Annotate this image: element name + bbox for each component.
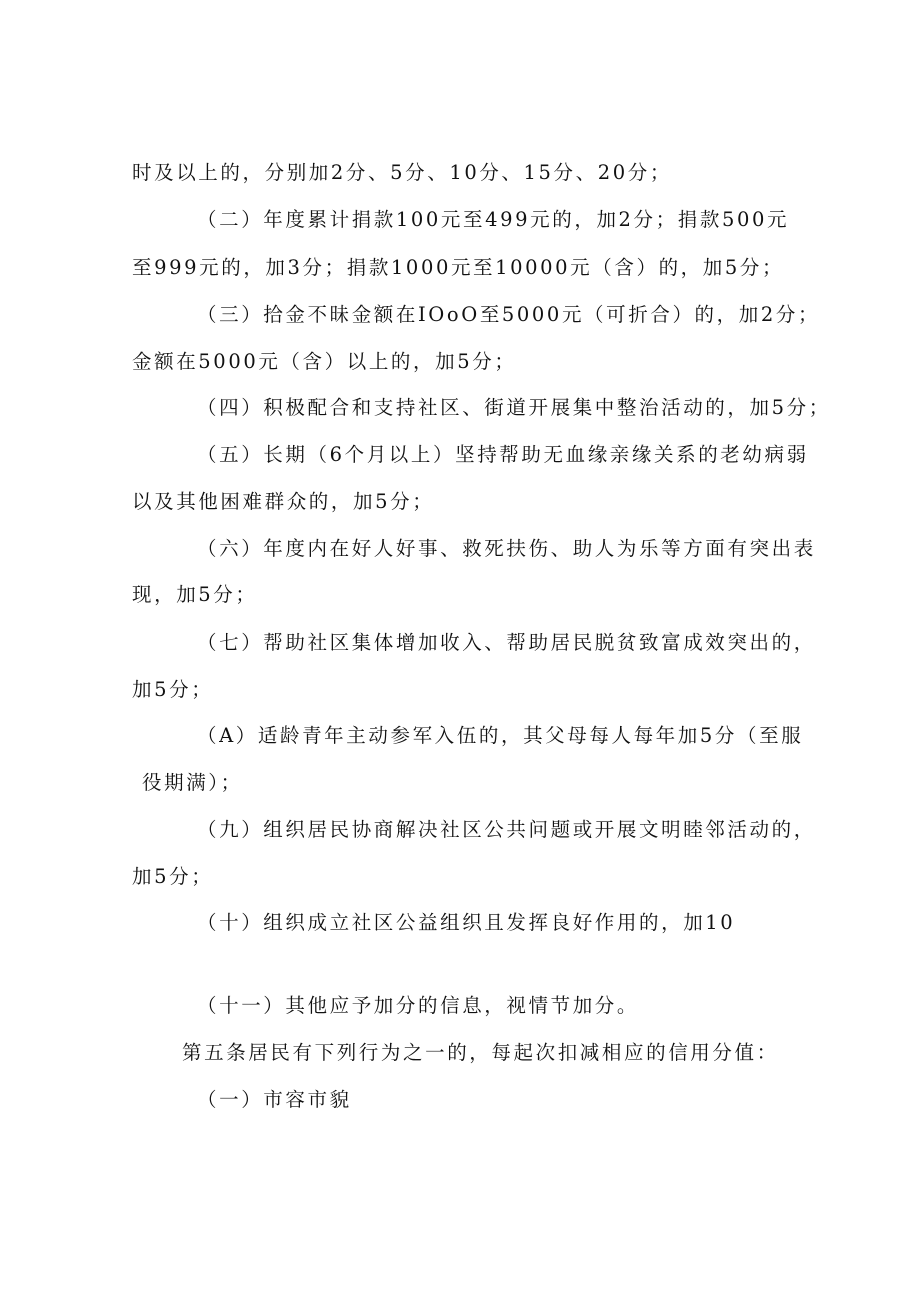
clause-8-line-1: （A）适龄青年主动参军入伍的，其父母每人每年加5分（至服 [197,724,804,747]
clause-3-line-2: 金额在5000元（含）以上的，加5分； [132,350,517,373]
clause-7-line-1: （七）帮助社区集体增加收入、帮助居民脱贫致富成效突出的， [197,631,816,654]
article-5-heading: 第五条居民有下列行为之一的，每起次扣减相应的信用分值： [182,1041,779,1064]
clause-4-line-1: （四）积极配合和支持社区、街道开展集中整治活动的，加5分； [197,396,831,419]
clause-7-line-2: 加5分； [132,678,214,701]
clause-2-line-2: 至999元的，加3分；捐款1000元至10000元（含）的，加5分； [132,256,785,279]
clause-11-line-1: （十一）其他应予加分的信息，视情节加分。 [197,994,640,1017]
clause-6-line-1: （六）年度内在好人好事、救死扶伤、助人为乐等方面有突出表 [197,537,816,560]
clause-5-line-1: （五）长期（6个月以上）坚持帮助无血缘亲缘关系的老幼病弱 [197,443,809,466]
clause-8-line-2: 役期满）； [142,771,243,794]
subsection-1-heading: （一）市容市貌 [197,1088,352,1111]
text-line-continuation: 时及以上的，分别加2分、5分、10分、15分、20分； [132,161,672,184]
clause-10-line-1: （十）组织成立社区公益组织且发挥良好作用的，加10 [197,911,736,934]
clause-2-line-1: （二）年度累计捐款100元至499元的，加2分；捐款500元 [197,208,790,231]
clause-9-line-2: 加5分； [132,865,214,888]
clause-6-line-2: 现，加5分； [132,583,258,606]
clause-9-line-1: （九）组织居民协商解决社区公共问题或开展文明睦邻活动的， [197,818,816,841]
clause-5-line-2: 以及其他困难群众的，加5分； [132,490,435,513]
clause-3-line-1: （三）拾金不昧金额在IOoO至5000元（可折合）的，加2分； [197,303,821,326]
